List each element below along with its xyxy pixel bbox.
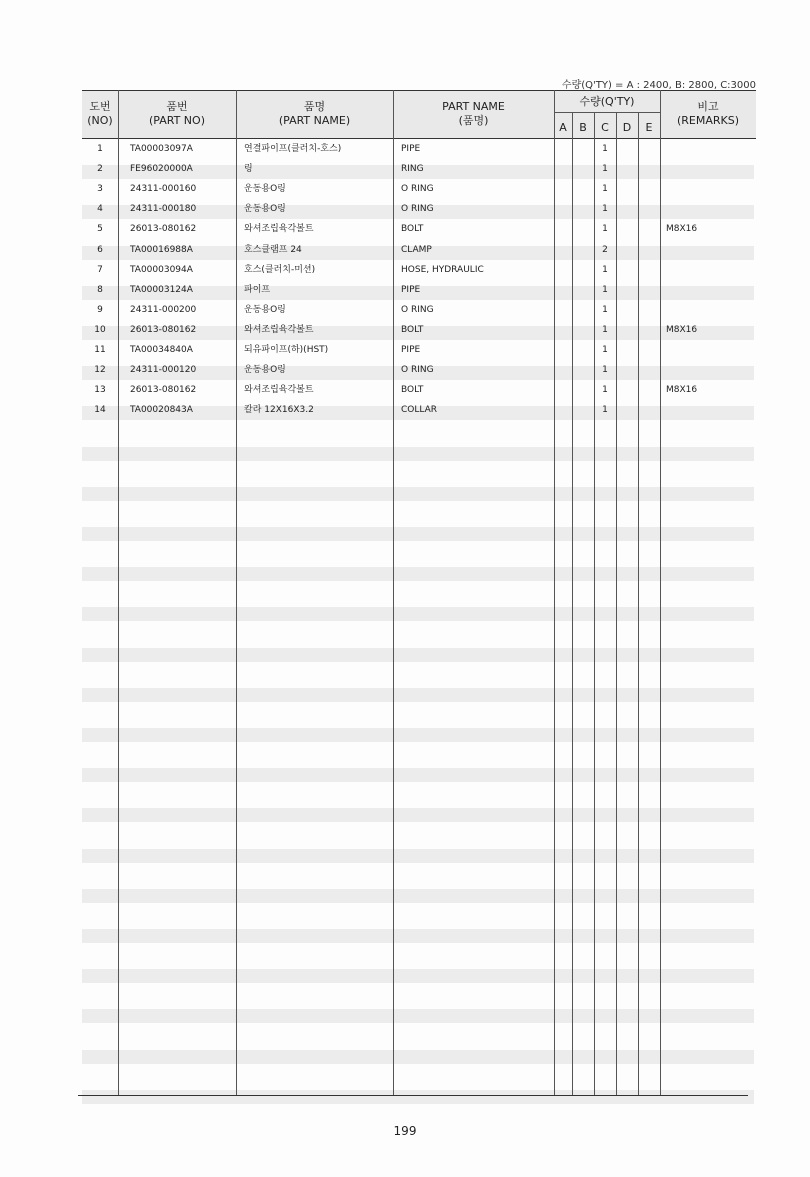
row-part-no: FE96020000A — [130, 164, 193, 175]
row-part-no: 26013-080162 — [130, 324, 197, 335]
row-remarks: M8X16 — [666, 385, 698, 396]
row-part-name-ko: 운동용O링 — [244, 304, 286, 315]
row-part-name-ko: 호스클램프 24 — [244, 244, 302, 255]
header-no: 도번 (NO) — [87, 100, 113, 127]
row-no: 1 — [97, 144, 103, 154]
column-divider — [572, 112, 573, 1095]
row-no: 7 — [97, 264, 103, 275]
row-stripe — [82, 567, 754, 581]
row-no: 13 — [94, 385, 106, 396]
header-part-name-en: PART NAME (품명) — [442, 100, 505, 127]
row-part-name-en: COLLAR — [401, 405, 438, 416]
row-qty-c: 1 — [602, 224, 608, 235]
row-stripe — [82, 447, 754, 461]
row-stripe — [82, 487, 754, 501]
row-stripe — [82, 1050, 754, 1064]
row-no: 11 — [94, 345, 106, 355]
header-part-no: 품번 (PART NO) — [149, 100, 205, 127]
row-part-name-en: O RING — [401, 304, 434, 315]
row-part-name-ko: 파이프 — [244, 284, 271, 295]
header-qty-d: D — [622, 121, 632, 134]
header-qty-b: B — [579, 121, 587, 134]
column-divider — [594, 112, 595, 1095]
row-stripe — [82, 728, 754, 742]
row-part-name-ko: 운동용O링 — [244, 204, 286, 215]
row-stripe — [82, 688, 754, 702]
row-part-name-en: BOLT — [401, 324, 424, 335]
row-qty-c: 1 — [602, 164, 608, 175]
row-part-name-en: O RING — [401, 184, 434, 195]
row-qty-c: 1 — [602, 324, 608, 335]
row-no: 5 — [97, 224, 103, 235]
row-part-name-en: PIPE — [401, 144, 421, 154]
row-part-name-ko: 되유파이프(하)(HST) — [244, 345, 329, 355]
row-stripe — [82, 527, 754, 541]
row-qty-c: 1 — [602, 264, 608, 275]
row-part-name-en: PIPE — [401, 284, 421, 295]
row-no: 6 — [97, 244, 103, 255]
row-part-no: TA00003124A — [130, 284, 193, 295]
row-qty-c: 1 — [602, 284, 608, 295]
row-part-name-ko: 운동용O링 — [244, 365, 286, 376]
table-bottom-rule — [78, 1095, 748, 1096]
row-part-name-ko: 연결파이프(클러치-호스) — [244, 144, 342, 154]
row-stripe — [82, 808, 754, 822]
column-divider — [118, 90, 119, 1095]
row-no: 12 — [94, 365, 106, 376]
row-remarks: M8X16 — [666, 324, 698, 335]
row-part-no: TA00003097A — [130, 144, 193, 154]
row-no: 9 — [97, 304, 103, 315]
row-part-name-en: CLAMP — [401, 244, 432, 255]
column-divider — [554, 90, 555, 1095]
row-part-name-en: BOLT — [401, 224, 424, 235]
row-no: 8 — [97, 284, 103, 295]
row-stripe — [82, 849, 754, 863]
header-remarks: 비고 (REMARKS) — [676, 100, 740, 127]
row-part-name-ko: 링 — [244, 164, 253, 175]
row-qty-c: 1 — [602, 345, 608, 355]
row-stripe — [82, 768, 754, 782]
row-part-no: TA00003094A — [130, 264, 193, 275]
table-top-rule — [82, 90, 756, 91]
row-part-name-en: RING — [401, 164, 424, 175]
page-number: 199 — [393, 1124, 417, 1138]
row-part-name-en: PIPE — [401, 345, 421, 355]
row-qty-c: 1 — [602, 304, 608, 315]
row-stripe — [82, 889, 754, 903]
row-no: 2 — [97, 164, 103, 175]
header-qty: 수량(Q'TY) — [579, 95, 635, 108]
row-stripe — [82, 1009, 754, 1023]
row-stripe — [82, 1090, 754, 1104]
row-part-no: 24311-000160 — [130, 184, 197, 195]
header-qty-c: C — [601, 121, 609, 134]
row-qty-c: 1 — [602, 385, 608, 396]
row-qty-c: 1 — [602, 365, 608, 376]
column-divider — [660, 90, 661, 1095]
column-divider — [393, 90, 394, 1095]
header-qty-a: A — [559, 121, 567, 134]
row-part-no: TA00020843A — [130, 405, 193, 416]
header-qty-e: E — [645, 121, 653, 134]
qty-note: 수량(Q'TY) = A : 2400, B: 2800, C:3000 — [561, 80, 756, 91]
row-part-no: 24311-000180 — [130, 204, 197, 215]
row-part-name-ko: 와셔조립육각볼트 — [244, 324, 314, 335]
column-divider — [236, 90, 237, 1095]
row-part-name-en: O RING — [401, 204, 434, 215]
row-no: 14 — [94, 405, 106, 416]
column-divider — [638, 112, 639, 1095]
row-qty-c: 2 — [602, 244, 608, 255]
row-part-name-ko: 호스(클러치-미션) — [244, 264, 316, 275]
row-part-name-ko: 칼라 12X16X3.2 — [244, 405, 314, 416]
qty-header-divider — [554, 112, 660, 113]
row-stripe — [82, 969, 754, 983]
header-part-name-ko: 품명 (PART NAME) — [278, 100, 351, 127]
row-qty-c: 1 — [602, 184, 608, 195]
row-stripe — [82, 607, 754, 621]
column-divider — [616, 112, 617, 1095]
row-part-name-ko: 와셔조립육각볼트 — [244, 224, 314, 235]
row-part-name-ko: 와셔조립육각볼트 — [244, 385, 314, 396]
row-stripe — [82, 929, 754, 943]
row-no: 4 — [97, 204, 103, 215]
row-remarks: M8X16 — [666, 224, 698, 235]
row-part-no: 26013-080162 — [130, 385, 197, 396]
parts-table — [82, 90, 756, 1096]
row-part-name-en: HOSE, HYDRAULIC — [401, 264, 484, 275]
row-qty-c: 1 — [602, 144, 608, 154]
row-part-name-en: O RING — [401, 365, 434, 376]
row-qty-c: 1 — [602, 204, 608, 215]
row-part-no: TA00034840A — [130, 345, 193, 355]
row-qty-c: 1 — [602, 405, 608, 416]
row-part-no: 24311-000200 — [130, 304, 197, 315]
row-part-no: 26013-080162 — [130, 224, 197, 235]
row-no: 3 — [97, 184, 103, 195]
row-part-no: 24311-000120 — [130, 365, 197, 376]
row-part-name-ko: 운동용O링 — [244, 184, 286, 195]
row-part-name-en: BOLT — [401, 385, 424, 396]
header-bottom-rule — [82, 138, 756, 139]
row-part-no: TA00016988A — [130, 244, 193, 255]
row-no: 10 — [94, 324, 106, 335]
row-stripe — [82, 648, 754, 662]
